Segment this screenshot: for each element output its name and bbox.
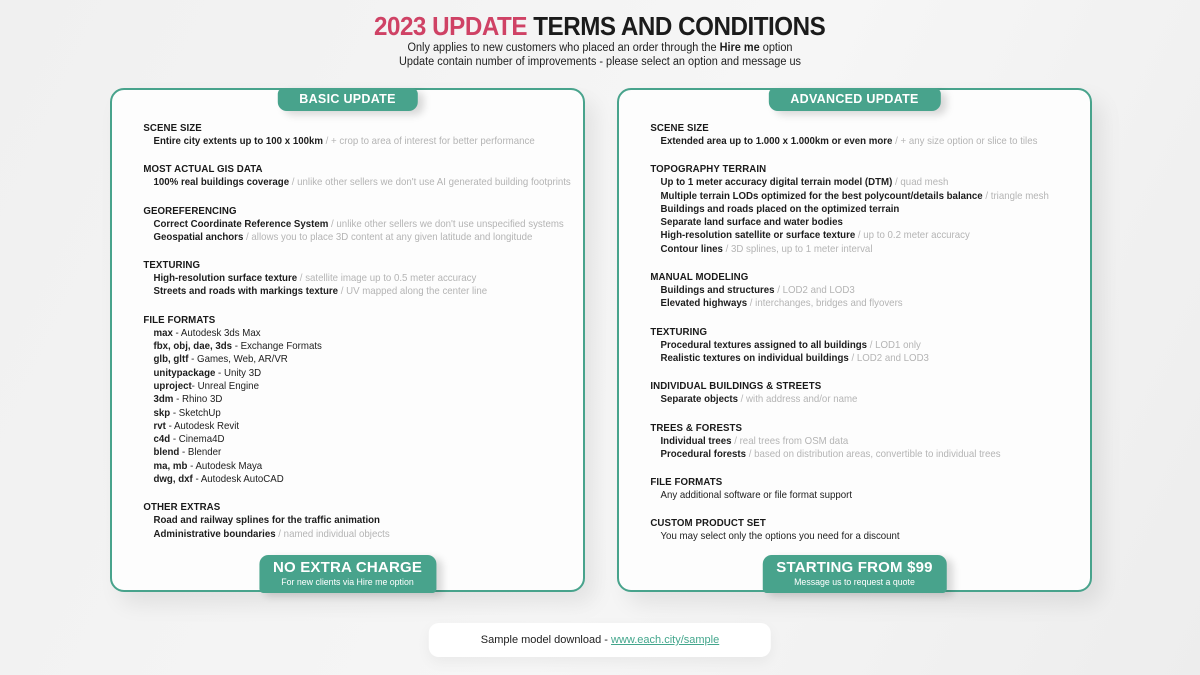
feature-lead: 3dm	[153, 393, 174, 406]
feature-detail: / unlike other sellers we don't use unspecified systems	[328, 217, 564, 230]
feature-section	[143, 501, 575, 541]
page-title	[374, 11, 825, 42]
feature-item	[153, 353, 575, 366]
feature-detail: / UV mapped along the center line	[338, 285, 488, 298]
feature-item	[660, 530, 1082, 543]
feature-item	[153, 272, 575, 285]
feature-detail: / up to 0.2 meter accuracy	[855, 229, 970, 242]
feature-lead: Streets and roads with markings texture	[153, 285, 339, 298]
advanced-update-panel	[617, 88, 1092, 592]
feature-detail: / satellite image up to 0.5 meter accuracy	[297, 272, 477, 285]
feature-item	[660, 243, 1082, 256]
feature-lead: Road and railway splines for the traffic animation	[153, 514, 380, 527]
feature-lead: fbx, obj, dae, 3ds	[153, 340, 233, 353]
sample-download-label: Sample model download -	[480, 634, 612, 646]
feature-lead: You may select only the options you need for a discount	[660, 530, 900, 543]
feature-list	[650, 530, 1082, 543]
feature-item	[153, 460, 575, 473]
feature-detail: / + crop to area of interest for better performance	[322, 135, 535, 147]
feature-lead: Procedural textures assigned to all buildings	[660, 338, 868, 351]
starting-from-badge	[762, 555, 946, 593]
feature-list	[143, 135, 575, 148]
feature-item	[153, 231, 575, 244]
feature-detail: / triangle mesh	[982, 189, 1049, 202]
feature-lead: Contour lines	[660, 242, 723, 255]
section-title: TEXTURING	[143, 259, 201, 272]
feature-list	[143, 327, 575, 487]
feature-lead: Realistic textures on individual buildings	[660, 351, 849, 364]
feature-section	[650, 163, 1082, 256]
feature-list	[650, 135, 1082, 148]
feature-lead: Extended area up to 1.000 x 1.000km or even more	[660, 135, 893, 147]
subtitle-line-2: Update contain number of improvements - please select an option and message us	[398, 55, 802, 68]
feature-list	[143, 218, 575, 245]
feature-item	[153, 393, 575, 406]
section-title: OTHER EXTRAS	[143, 501, 221, 514]
section-title: FILE FORMATS	[650, 476, 723, 489]
feature-lead: Multiple terrain LODs optimized for the best polycount/details balance	[660, 189, 983, 202]
feature-lead: Individual trees	[660, 434, 732, 447]
section-title: TEXTURING	[650, 325, 708, 338]
feature-lead: dwg, dxf	[153, 473, 193, 486]
section-title: GEOREFERENCING	[143, 204, 237, 217]
feature-detail: / 3D splines, up to 1 meter interval	[722, 242, 873, 255]
feature-lead: c4d	[153, 433, 171, 446]
feature-lead: High-resolution surface texture	[153, 272, 298, 285]
feature-detail: / with address and/or name	[737, 393, 858, 406]
feature-item	[660, 176, 1082, 189]
feature-list	[650, 489, 1082, 502]
feature-detail: / LOD2 and LOD3	[848, 351, 929, 364]
feature-lead: rvt	[153, 419, 166, 432]
section-title: SCENE SIZE	[143, 122, 202, 134]
feature-lead: Separate land surface and water bodies	[660, 216, 843, 229]
subtitle1-post: option	[759, 42, 793, 54]
feature-section	[650, 326, 1082, 366]
feature-item	[660, 190, 1082, 203]
feature-item	[153, 218, 575, 231]
feature-detail: / + any size option or slice to tiles	[892, 135, 1038, 147]
badge-title: NO EXTRA CHARGE	[272, 558, 423, 576]
feature-list	[650, 284, 1082, 311]
feature-item	[660, 284, 1082, 297]
feature-section	[650, 122, 1082, 148]
advanced-update-content	[619, 90, 1090, 544]
feature-detail: / based on distribution areas, convertible to individual trees	[746, 447, 1001, 460]
feature-section	[143, 314, 575, 487]
section-title: TREES & FORESTS	[650, 421, 743, 434]
feature-item	[660, 352, 1082, 365]
feature-item	[153, 176, 575, 189]
feature-item	[153, 433, 575, 446]
advanced-update-badge: ADVANCED UPDATE	[768, 88, 940, 111]
feature-detail: - Blender	[179, 446, 222, 459]
basic-update-panel	[110, 88, 585, 592]
feature-lead: Any additional software or file format support	[660, 489, 853, 502]
feature-detail: - Autodesk 3ds Max	[172, 326, 261, 339]
section-title: TOPOGRAPHY TERRAIN	[650, 163, 767, 176]
feature-item	[660, 229, 1082, 242]
title-rest: TERMS AND CONDITIONS	[527, 11, 826, 41]
section-title: CUSTOM PRODUCT SET	[650, 517, 766, 530]
feature-lead: glb, gltf	[153, 353, 189, 366]
feature-item	[660, 216, 1082, 229]
basic-update-badge: BASIC UPDATE	[277, 88, 417, 111]
feature-section	[650, 380, 1082, 406]
feature-detail: - Rhino 3D	[173, 393, 223, 406]
feature-section	[143, 163, 575, 189]
feature-lead: High-resolution satellite or surface texture	[660, 229, 856, 242]
feature-list	[650, 393, 1082, 406]
feature-lead: 100% real buildings coverage	[153, 176, 290, 189]
feature-lead: Geospatial anchors	[153, 230, 244, 243]
subtitle1-pre: Only applies to new customers who placed an order through the	[407, 42, 720, 54]
feature-item	[153, 367, 575, 380]
feature-detail: - Autodesk AutoCAD	[192, 473, 284, 486]
feature-section	[650, 422, 1082, 462]
feature-lead: Correct Coordinate Reference System	[153, 217, 329, 230]
feature-lead: Buildings and structures	[660, 284, 775, 297]
feature-list	[650, 339, 1082, 366]
feature-lead: ma, mb	[153, 459, 188, 472]
hire-me-label: Hire me	[719, 42, 760, 54]
feature-lead: uproject	[153, 379, 192, 392]
feature-item	[660, 489, 1082, 502]
subtitle-line-1	[30, 42, 1170, 56]
feature-section	[650, 271, 1082, 311]
feature-list	[650, 176, 1082, 256]
feature-detail: / quad mesh	[892, 176, 949, 189]
feature-item	[153, 407, 575, 420]
feature-section	[143, 259, 575, 299]
badge-subtitle: Message us to request a quote	[794, 576, 915, 587]
feature-item	[660, 393, 1082, 406]
feature-item	[660, 448, 1082, 461]
feature-item	[153, 446, 575, 459]
feature-detail: - Cinema4D	[170, 433, 225, 446]
feature-item	[660, 135, 1082, 148]
section-title: INDIVIDUAL BUILDINGS & STREETS	[650, 380, 822, 393]
feature-item	[153, 473, 575, 486]
feature-detail: / LOD1 only	[867, 338, 921, 351]
feature-item	[153, 420, 575, 433]
feature-item	[660, 297, 1082, 310]
no-extra-charge-badge	[259, 555, 436, 593]
feature-item	[153, 285, 575, 298]
title-year-highlight: 2023 UPDATE	[374, 11, 528, 41]
section-title: MANUAL MODELING	[650, 271, 749, 284]
feature-detail: - Unity 3D	[215, 366, 262, 379]
feature-detail: - Autodesk Revit	[165, 419, 240, 432]
feature-detail: - Games, Web, AR/VR	[188, 353, 288, 366]
feature-lead: skp	[153, 406, 171, 419]
feature-item	[660, 435, 1082, 448]
feature-list	[650, 435, 1082, 462]
feature-detail: / interchanges, bridges and flyovers	[747, 297, 903, 310]
feature-detail: - Exchange Formats	[232, 340, 322, 353]
feature-detail: / LOD2 and LOD3	[774, 284, 855, 297]
feature-lead: Entire city extents up to 100 x 100km	[153, 135, 323, 147]
sample-download-link[interactable]: www.each.city/sample	[611, 634, 720, 646]
feature-lead: Separate objects	[660, 393, 738, 406]
badge-title: STARTING FROM $99	[776, 558, 933, 576]
page-header	[0, 0, 1200, 69]
feature-item	[153, 528, 575, 541]
section-title: FILE FORMATS	[143, 313, 216, 326]
section-title: MOST ACTUAL GIS DATA	[143, 163, 263, 176]
feature-lead: Buildings and roads placed on the optimized terrain	[660, 202, 900, 215]
feature-item	[153, 340, 575, 353]
feature-item	[153, 380, 575, 393]
feature-lead: blend	[153, 446, 180, 459]
feature-detail: - SketchUp	[170, 406, 221, 419]
feature-section	[650, 517, 1082, 543]
feature-detail: / allows you to place 3D content at any given latitude and longitude	[243, 230, 533, 243]
feature-detail: - Autodesk Maya	[187, 459, 263, 472]
feature-item	[153, 135, 575, 148]
section-title: SCENE SIZE	[650, 122, 709, 134]
feature-section	[650, 476, 1082, 502]
feature-detail: / unlike other sellers we don't use AI generated building footprints	[289, 176, 571, 189]
feature-list	[143, 514, 575, 541]
sample-download-pill	[429, 623, 771, 657]
feature-lead: unitypackage	[153, 366, 216, 379]
feature-lead: Administrative boundaries	[153, 527, 276, 540]
feature-detail: / real trees from OSM data	[731, 434, 849, 447]
feature-lead: Procedural forests	[660, 447, 747, 460]
feature-lead: max	[153, 326, 173, 339]
feature-list	[143, 176, 575, 189]
feature-item	[153, 514, 575, 527]
feature-detail: - Unreal Engine	[191, 379, 259, 392]
feature-list	[143, 272, 575, 299]
feature-detail: / named individual objects	[275, 527, 390, 540]
feature-item	[660, 339, 1082, 352]
feature-lead: Elevated highways	[660, 297, 748, 310]
feature-section	[143, 205, 575, 245]
feature-section	[143, 122, 575, 148]
feature-lead: Up to 1 meter accuracy digital terrain model (DTM)	[660, 176, 893, 189]
feature-item	[660, 203, 1082, 216]
feature-item	[153, 327, 575, 340]
panels-container	[110, 88, 1092, 592]
basic-update-content	[112, 90, 583, 541]
badge-subtitle: For new clients via Hire me option	[281, 576, 414, 587]
